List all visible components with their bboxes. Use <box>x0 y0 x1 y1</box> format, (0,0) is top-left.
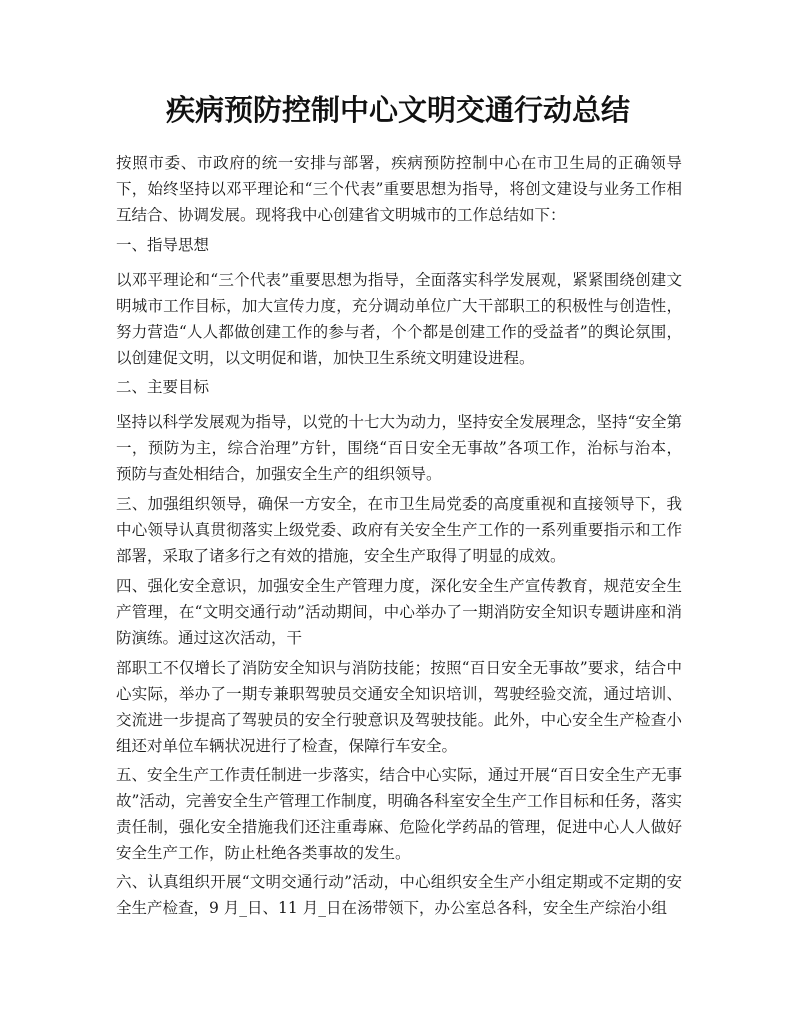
paragraph-section-six: 六、认真组织开展“文明交通行动”活动，中心组织安全生产小组定期或不定期的安全生产检查，9 月_日、11 月_日在汤带领下，办公室总各科，安全生产综治小组 <box>116 873 682 917</box>
section-heading-main-goals: 二、主要目标 <box>116 378 210 396</box>
paragraph-section-three: 三、加强组织领导，确保一方安全，在市卫生局党委的高度重视和直接领导下，我中心领导认真贯彻落实上级党委、政府有关安全生产工作的一系列重要指示和工作部署，采取了诸多行之有效的措施，安全生产取得了明显的成效。 <box>116 495 682 565</box>
intro-paragraph: 按照市委、市政府的统一安排与部署，疾病预防控制中心在市卫生局的正确领导下，始终坚持以邓平理论和“三个代表”重要思想为指导，将创文建设与业务工作相互结合、协调发展。现将我中心创建省文明城市的工作总结如下： <box>116 154 682 224</box>
paragraph-guiding-ideology: 以邓平理论和“三个代表”重要思想为指导，全面落实科学发展观，紧紧围绕创建文明城市工作目标，加大宣传力度，充分调动单位广大干部职工的积极性与创造性，努力营造“人人都做创建工作的参与者，个个都是创建工作的受益者”的舆论氛围，以创建促文明，以文明促和谐，加快卫生系统文明建设进程。 <box>116 271 682 367</box>
paragraph-section-four: 四、强化安全意识，加强安全生产管理力度，深化安全生产宣传教育，规范安全生产管理，在“文明交通行动”活动期间，中心举办了一期消防安全知识专题讲座和消防演练。通过这次活动，干 <box>116 577 682 647</box>
paragraph-section-four-continued: 部职工不仅增长了消防安全知识与消防技能；按照“百日安全无事故”要求，结合中心实际，举办了一期专兼职驾驶员交通安全知识培训，驾驶经验交流，通过培训、交流进一步提高了驾驶员的安全行驶意识及驾驶技能。此外，中心安全生产检查小组还对单位车辆状况进行了检查，保障行车安全。 <box>116 659 682 755</box>
paragraph-main-goals: 坚持以科学发展观为指导，以党的十七大为动力，坚持安全发展理念，坚持“安全第一，预防为主，综合治理”方针，围绕“百日安全无事故”各项工作，治标与治本，预防与查处相结合，加强安全生产的组织领导。 <box>116 413 682 483</box>
paragraph-section-five: 五、安全生产工作责任制进一步落实，结合中心实际，通过开展“百日安全生产无事故”活动，完善安全生产管理工作制度，明确各科室安全生产工作目标和任务，落实责任制，强化安全措施我们还注重毒麻、危险化学药品的管理，促进中心人人做好安全生产工作，防止杜绝各类事故的发生。 <box>116 766 682 862</box>
section-heading-guiding-ideology: 一、指导思想 <box>116 236 210 254</box>
document-title: 疾病预防控制中心文明交通行动总结 <box>165 93 630 127</box>
